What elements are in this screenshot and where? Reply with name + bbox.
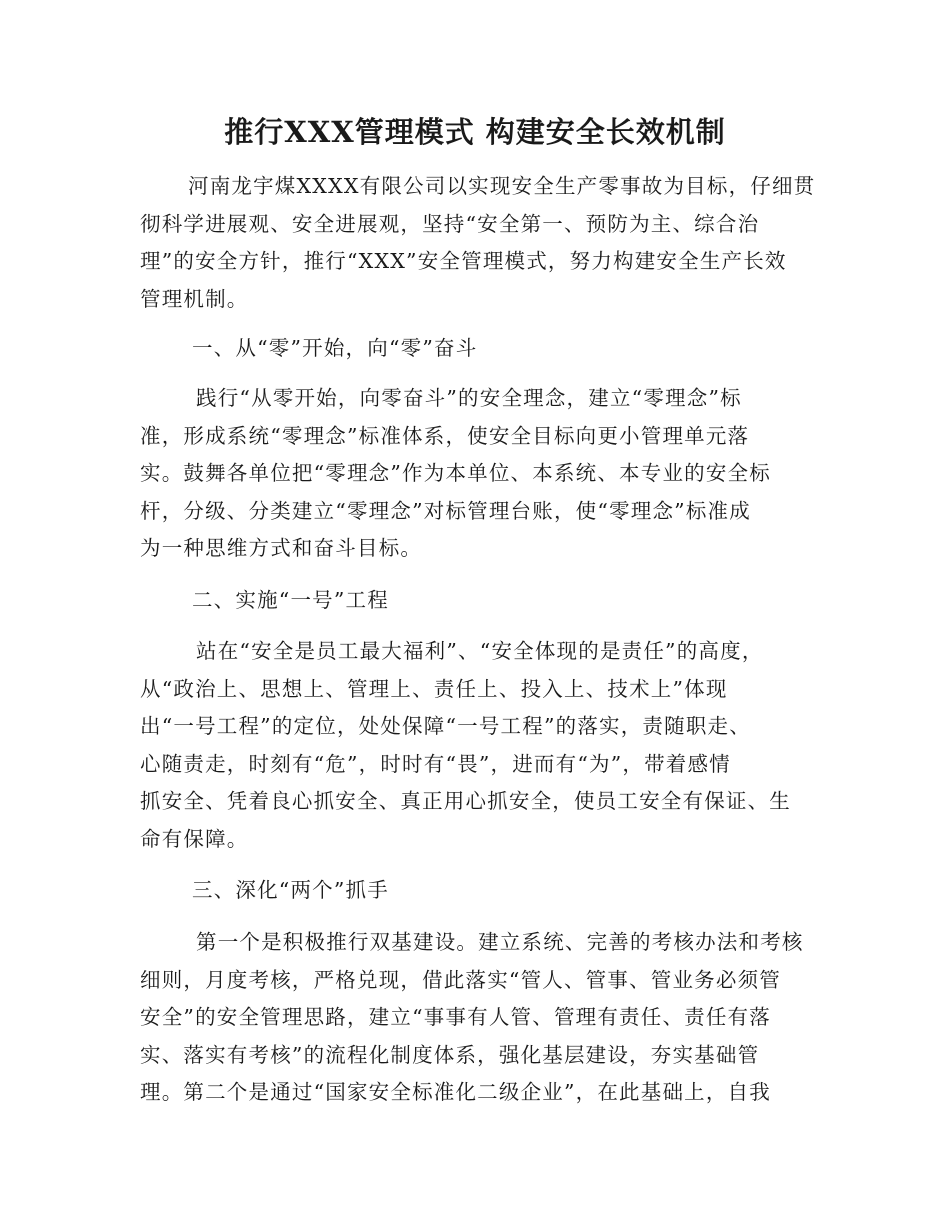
section-heading-1: 一、从“零”开始，向“零”奋斗 <box>192 336 478 360</box>
paragraph-line: 实、落实有考核”的流程化制度体系，强化基层建设，夯实基础管 <box>140 1042 760 1067</box>
paragraph-line: 理。第二个是通过“国家安全标准化二级企业”，在此基础上，自我 <box>140 1080 771 1104</box>
paragraph-line: 为一种思维方式和奋斗目标。 <box>140 536 423 560</box>
paragraph-line: 管理机制。 <box>140 286 249 311</box>
paragraph-line: 出“一号工程”的定位，处处保障“一号工程”的落实，责随职走、 <box>140 714 751 738</box>
paragraph-line: 心随责走，时刻有“危”，时时有“畏”，进而有“为”，带着感情 <box>140 751 731 776</box>
paragraph-line: 实。鼓舞各单位把“零理念”作为本单位、本系统、本专业的安全标 <box>140 461 771 485</box>
document-title: 推行XXX管理模式 构建安全长效机制 <box>224 115 726 149</box>
section-1-paragraph <box>140 380 810 568</box>
section-heading-3: 三、深化“两个”抓手 <box>192 878 389 902</box>
paragraph-line: 抓安全、凭着良心抓安全、真正用心抓安全，使员工安全有保证、生 <box>140 789 791 813</box>
paragraph-line: 准，形成系统“零理念”标准体系，使安全目标向更小管理单元落 <box>140 423 750 448</box>
section-2-paragraph <box>140 633 810 858</box>
paragraph-line: 细则，月度考核，严格兑现，借此落实“管人、管事、管业务必须管 <box>140 967 781 992</box>
paragraph-line: 理”的安全方针，推行“XXX”安全管理模式，努力构建安全生产长效 <box>140 249 787 273</box>
paragraph-line: 杆，分级、分类建立“零理念”对标管理台账，使“零理念”标准成 <box>140 498 751 523</box>
paragraph-line: 从“政治上、思想上、管理上、责任上、投入上、技术上”体现 <box>140 676 728 701</box>
paragraph-line: 彻科学进展观、安全进展观，坚持“安全第一、预防为主、综合治 <box>140 211 760 236</box>
paragraph-line: 站在“安全是员工最大福利”、“安全体现的是责任”的高度， <box>196 639 764 663</box>
paragraph-line: 命有保障。 <box>140 826 249 851</box>
paragraph-line: 第一个是积极推行双基建设。建立系统、完善的考核办法和考核 <box>196 930 804 954</box>
section-3-paragraph <box>140 924 810 1112</box>
intro-paragraph <box>140 168 816 318</box>
paragraph-line: 践行“从零开始，向零奋斗”的安全理念，建立“零理念”标 <box>196 386 742 410</box>
paragraph-line: 安全”的安全管理思路，建立“事事有人管、管理有责任、责任有落 <box>140 1005 771 1029</box>
section-heading-2: 二、实施“一号”工程 <box>192 588 389 612</box>
paragraph-line: 河南龙宇煤XXXX有限公司以实现安全生产零事故为目标，仔细贯 <box>188 174 816 198</box>
